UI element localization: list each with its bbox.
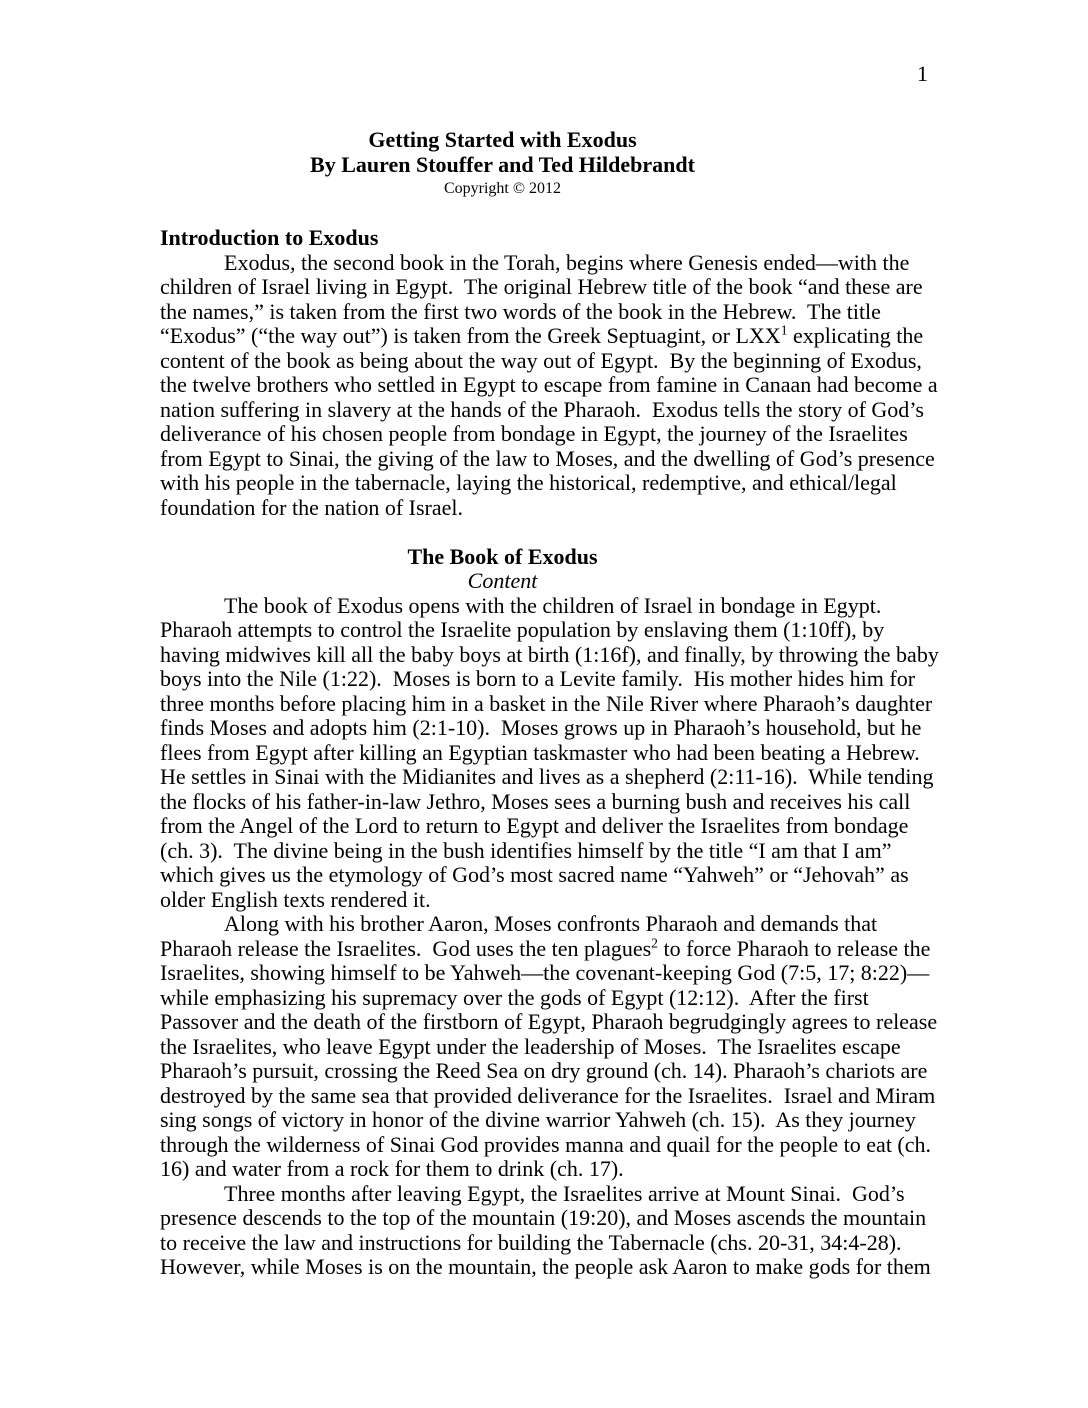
paragraph: Exodus, the second book in the Torah, begins where Genesis ended—with the children of Israel living in Egypt. The original Hebrew title of the book “and these are the names,” is taken from the first two words of the book in the Hebrew. The title “Exodus” (“the way out”) is taken from the Greek Septuagint, or LXX$^1$ explicating the content of the book as being about the way out of Egypt. By the beginning of Exodus, the twelve brothers who settled in Egypt to escape from famine in Canaan had become a nation suffering in slavery at the hands of the Pharaoh. Exodus tells the story of God’s deliverance of his chosen people from bondage in Egypt, the journey of the Israelites from Egypt to Sinai, the giving of the law to Moses, and the dwelling of God’s presence with his people in the tabernacle, laying the historical, redemptive, and ethical/legal foundation for the nation of Israel.	[160, 249, 944, 520]
section-heading-centered: The Book of Exodus	[407, 543, 598, 569]
section-heading: Introduction to Exodus	[160, 225, 379, 250]
page-number: 1	[917, 61, 928, 86]
document-title: Getting Started with Exodus	[368, 127, 637, 152]
paragraph: Along with his brother Aaron, Moses confronts Pharaoh and demands that Pharaoh release the Israelites. God uses the ten plagues$^2$ to force Pharaoh to release the Israelites, showing himself to be Yahweh—the covenant-keeping God (7:5, 17; 8:22)—while emphasizing his supremacy over the gods of Egypt (12:12). After the first Passover and the death of the firstborn of Egypt, Pharaoh begrudgingly agrees to release the Israelites, who leave Egypt under the leadership of Moses. The Israelites escape Pharaoh’s pursuit, crossing the Reed Sea on dry ground (ch. 14). Pharaoh’s chariots are destroyed by the same sea that provided deliverance for the Israelites. Israel and Miram sing songs of victory in honor of the divine warrior Yahweh (ch. 15). As they journey through the wilderness of Sinai God provides manna and quail for the people to eat (ch. 16) and water from a rock for them to drink (ch. 17).	[160, 911, 943, 1181]
page-content	[160, 127, 945, 1280]
title-block	[160, 128, 845, 202]
document-body	[160, 225, 945, 1280]
subsection-heading: Content	[467, 568, 538, 593]
footnote-reference: 2	[651, 935, 658, 951]
document-byline: By Lauren Stouffer and Ted Hildebrandt	[310, 151, 695, 177]
paragraph: Three months after leaving Egypt, the Israelites arrive at Mount Sinai. God’s presence descends to the top of the mountain (19:20), and Moses ascends the mountain to receive the law and instructions for building the Tabernacle (chs. 20-31, 34:4-28). However, while Moses is on the mountain, the people ask Aaron to make gods for them	[160, 1180, 932, 1279]
paragraph: The book of Exodus opens with the children of Israel in bondage in Egypt. Pharaoh attempts to control the Israelite population by enslaving them (1:10ff), by having midwives kill all the baby boys at birth (1:16f), and finally, by throwing the baby boys into the Nile (1:22). Moses is born to a Levite family. His mother hides him for three months before placing him in a basket in the Nile River where Pharaoh’s daughter finds Moses and adopts him (2:1-10). Moses grows up in Pharaoh’s household, but he flees from Egypt after killing an Egyptian taskmaster who had been beating a Hebrew. He settles in Sinai with the Midianites and lives as a shepherd (2:11-16). While tending the flocks of his father-in-law Jethro, Moses sees a burning bush and receives his call from the Angel of the Lord to return to Egypt and deliver the Israelites from bondage (ch. 3). The divine being in the bush identifies himself by the title “I am that I am” which gives us the etymology of God’s most sacred name “Yahweh” or “Jehovah” as older English texts rendered it.	[160, 592, 945, 912]
document-copyright: Copyright © 2012	[443, 180, 562, 197]
footnote-reference: 1	[780, 322, 788, 338]
